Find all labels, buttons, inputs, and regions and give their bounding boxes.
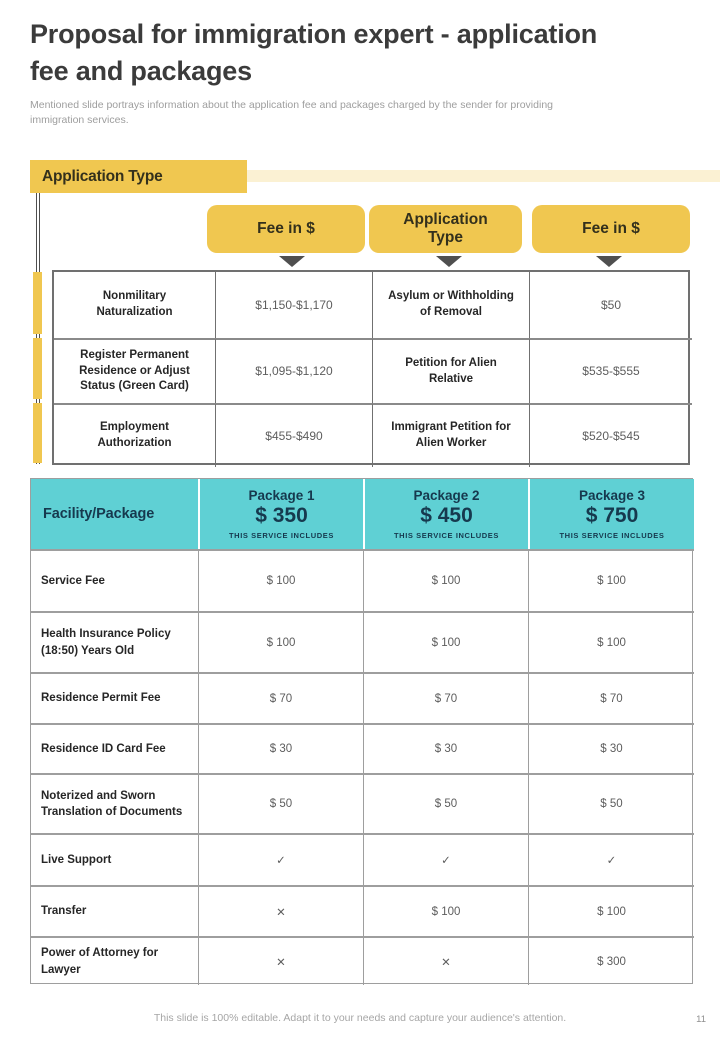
fee-tab-label: Fee in $ [257,220,315,238]
application-type-column-tab [369,205,522,253]
check-icon: ✓ [363,833,528,885]
check-icon: ✓ [198,833,363,885]
row-marker-bar [33,338,42,399]
row-marker-bar [33,272,42,334]
row-label: Transfer [31,885,198,936]
table-corner-header [31,479,198,549]
table-cell: $ 300 [528,936,694,985]
corner-header-label: Facility/Package [43,506,155,522]
table-cell: $ 50 [363,773,528,833]
section-badge-strip [240,170,720,182]
package-1-header [198,479,363,549]
table-cell: $ 100 [363,885,528,936]
table-cell: $ 100 [198,549,363,611]
package-comparison-table [30,478,693,984]
package-name: Package 1 [248,488,315,503]
pointer-triangle-icon [596,256,622,267]
footer-note: This slide is 100% editable. Adapt it to your needs and capture your audience's attention. [153,1012,567,1024]
table-cell: $ 70 [198,672,363,723]
row-label: Power of Attorney for Lawyer [31,936,198,985]
check-icon: ✓ [528,833,694,885]
table-cell: $1,095-$1,120 [215,338,372,403]
row-label: Live Support [31,833,198,885]
table-cell: $ 30 [198,723,363,773]
package-name: Package 3 [578,488,646,503]
table-cell: $ 100 [528,549,694,611]
table-cell: $ 70 [528,672,694,723]
table-cell: $535-$555 [529,338,692,403]
slide-subtitle: Mentioned slide portrays information about the application fee and packages charged by the sender for providing immigration services. [30,99,553,127]
pointer-triangle-icon [279,256,305,267]
fee-column-tab [207,205,365,253]
package-note: THIS SERVICE INCLUDES [394,531,499,540]
table-cell: Employment Authorization [54,403,215,467]
fee-tab-label: Application Type [403,211,488,246]
table-cell: $520-$545 [529,403,692,467]
application-fee-table [52,270,690,465]
table-cell: $ 30 [363,723,528,773]
package-name: Package 2 [413,488,480,503]
pointer-triangle-icon [436,256,462,267]
cross-icon: ✕ [198,885,363,936]
fee-column-tab [532,205,690,253]
cross-icon: ✕ [198,936,363,985]
page-title: Proposal for immigration expert - application fee and packages [30,19,598,87]
row-label: Service Fee [31,549,198,611]
row-label: Health Insurance Policy (18:50) Years Old [31,611,198,672]
cross-icon: ✕ [363,936,528,985]
table-cell: $ 70 [363,672,528,723]
page-number: 11 [696,1014,706,1025]
table-cell: $ 100 [528,885,694,936]
table-cell: Register Permanent Residence or Adjust Status (Green Card) [54,338,215,403]
package-3-header [528,479,694,549]
package-note: THIS SERVICE INCLUDES [229,531,334,540]
table-cell: $ 30 [528,723,694,773]
package-price: $ 450 [420,504,473,527]
row-label: Residence ID Card Fee [31,723,198,773]
table-cell: Petition for Alien Relative [372,338,529,403]
table-cell: $455-$490 [215,403,372,467]
table-cell: $ 50 [528,773,694,833]
fee-tab-label: Fee in $ [582,220,640,238]
table-cell: $ 50 [198,773,363,833]
table-cell: Asylum or Withholding of Removal [372,272,529,338]
section-badge: Application Type [30,160,247,193]
package-price: $ 750 [585,504,639,527]
package-2-header [363,479,528,549]
table-cell: $1,150-$1,170 [215,272,372,338]
row-label: Noterized and Sworn Translation of Documents [31,773,198,833]
package-price: $ 350 [255,504,308,527]
table-cell: $ 100 [198,611,363,672]
table-cell: $ 100 [363,549,528,611]
table-cell: $ 100 [528,611,694,672]
table-cell: Immigrant Petition for Alien Worker [372,403,529,467]
package-note: THIS SERVICE INCLUDES [559,531,665,540]
table-cell: $ 100 [363,611,528,672]
row-marker-bar [33,403,42,463]
row-label: Residence Permit Fee [31,672,198,723]
table-cell: Nonmilitary Naturalization [96,290,173,318]
table-cell: $50 [529,272,692,338]
